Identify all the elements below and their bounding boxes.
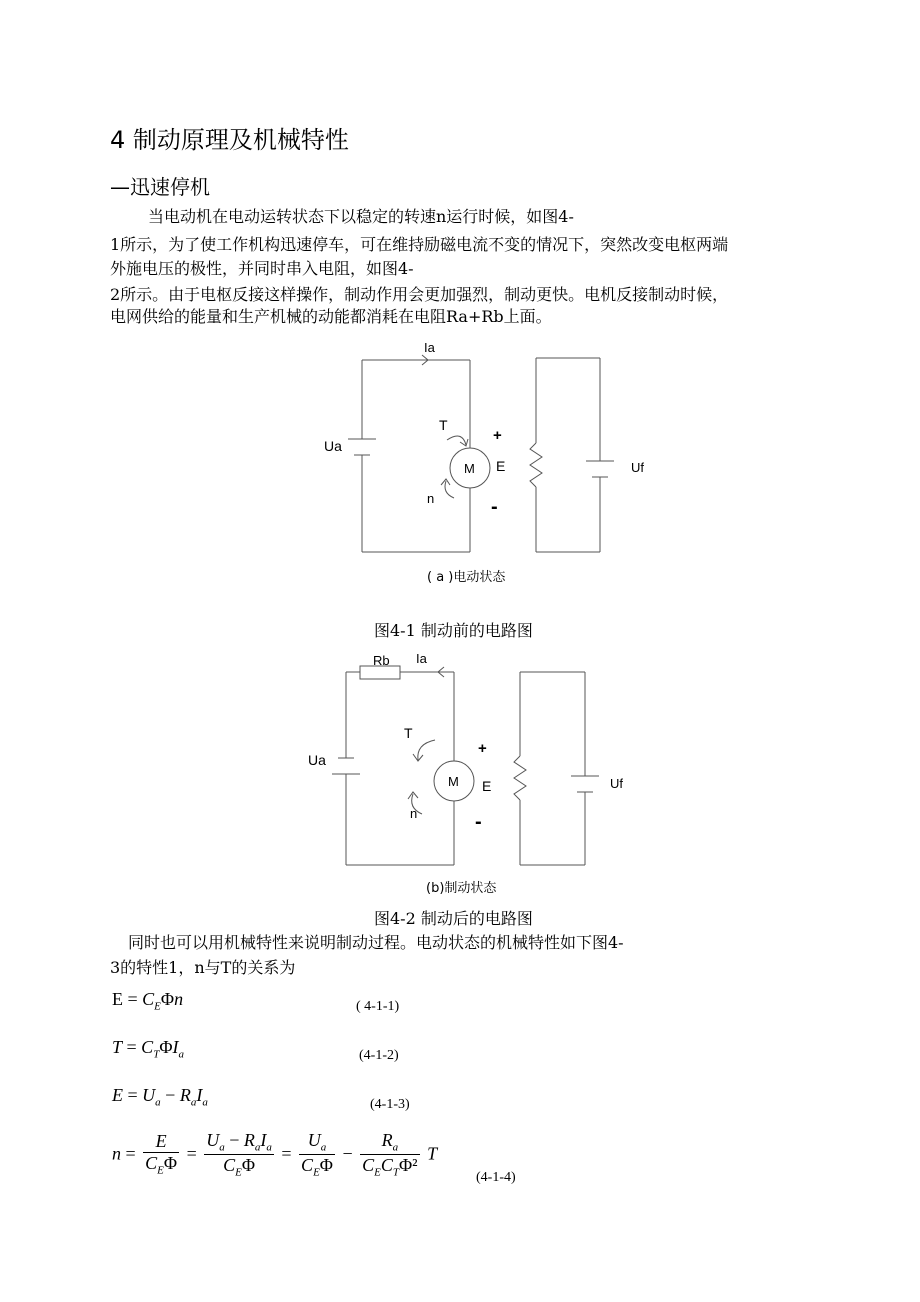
label-M: M [464, 461, 475, 476]
label-Ua: Ua [324, 438, 342, 454]
fraction: $\frac{U_a}{C_E\Phi}$ [301, 1130, 333, 1179]
fraction: $\frac{E}{C_E\Phi}$ [145, 1131, 178, 1177]
label-E: E [496, 458, 506, 474]
figure-caption: 图4-2 制动后的电路图 [374, 909, 533, 928]
equation-4-1-2: $T = C_T\Phi I_a$ [112, 1037, 184, 1061]
label-M: M [448, 774, 459, 789]
equation-number: (4-1-4) [476, 1170, 516, 1185]
equation-4-1-3: $E = U_a - R_aI_a$ [112, 1085, 208, 1109]
resistor-zigzag [514, 756, 526, 800]
paragraph-line: 2所示。由于电枢反接这样操作，制动作用会更加强烈，制动更快。电机反接制动时候， [110, 285, 729, 304]
label-n: n [427, 491, 435, 506]
resistor-zigzag [530, 443, 542, 487]
fraction: $\frac{U_a - R_aI_a}{C_E\Phi}$ [206, 1130, 272, 1179]
label-Uf: Uf [610, 776, 623, 791]
label-E: E [482, 778, 492, 794]
equation-number: (4-1-3) [370, 1097, 410, 1112]
label-T: T [439, 417, 448, 433]
section-heading: 4 制动原理及机械特性 [110, 126, 349, 154]
label-minus: - [475, 811, 482, 833]
figure-subcaption: ( a )电动状态 [427, 570, 506, 585]
torque-arrow-icon [418, 740, 435, 760]
fraction: $\frac{R_a}{C_EC_T\Phi^2}$ [362, 1130, 418, 1179]
circuit-diagram-motoring [300, 335, 660, 565]
paragraph-line: 当电动机在电动运转状态下以稳定的转速n运行时候，如图4- [148, 207, 574, 226]
paragraph-line: 外施电压的极性，并同时串入电阻，如图4- [110, 259, 414, 278]
equation-4-1-4: n = $\frac{E}{C_E\Phi}$ = $\frac{U_a - R_aI_a}{C_E\Phi}$ = $\frac{U_a}{C_E\Phi}$ − $\frac{R_a}{C_EC_T\Phi^2}$ T [112, 1130, 438, 1179]
label-plus: + [478, 740, 487, 757]
label-T: T [404, 725, 413, 741]
circuit-diagram-braking [300, 648, 660, 873]
label-n: n [410, 806, 418, 821]
label-Ia: Ia [424, 340, 435, 355]
figure-caption: 图4-1 制动前的电路图 [374, 621, 533, 640]
label-minus: - [491, 496, 498, 518]
paragraph-line: 1所示，为了使工作机构迅速停车，可在维持励磁电流不变的情况下，突然改变电枢两端 [110, 235, 729, 254]
label-plus: + [493, 427, 502, 444]
paragraph-line: 3的特性1，n与T的关系为 [110, 958, 296, 977]
label-Uf: Uf [631, 460, 644, 475]
figure-subcaption: (b)制动状态 [426, 881, 497, 896]
label-Ua: Ua [308, 752, 326, 768]
paragraph-line: 电网供给的能量和生产机械的动能都消耗在电阻Ra+Rb上面。 [110, 307, 552, 326]
equation-number: ( 4-1-1) [356, 999, 400, 1014]
paragraph-line: 同时也可以用机械特性来说明制动过程。电动状态的机械特性如下图4- [128, 933, 624, 952]
label-Rb: Rb [373, 653, 390, 668]
equation-number: (4-1-2) [359, 1048, 399, 1063]
label-Ia: Ia [416, 651, 427, 666]
subsection-heading: —迅速停机 [110, 175, 210, 199]
equation-4-1-1: $E = C_E\Phi n$ [112, 989, 184, 1013]
